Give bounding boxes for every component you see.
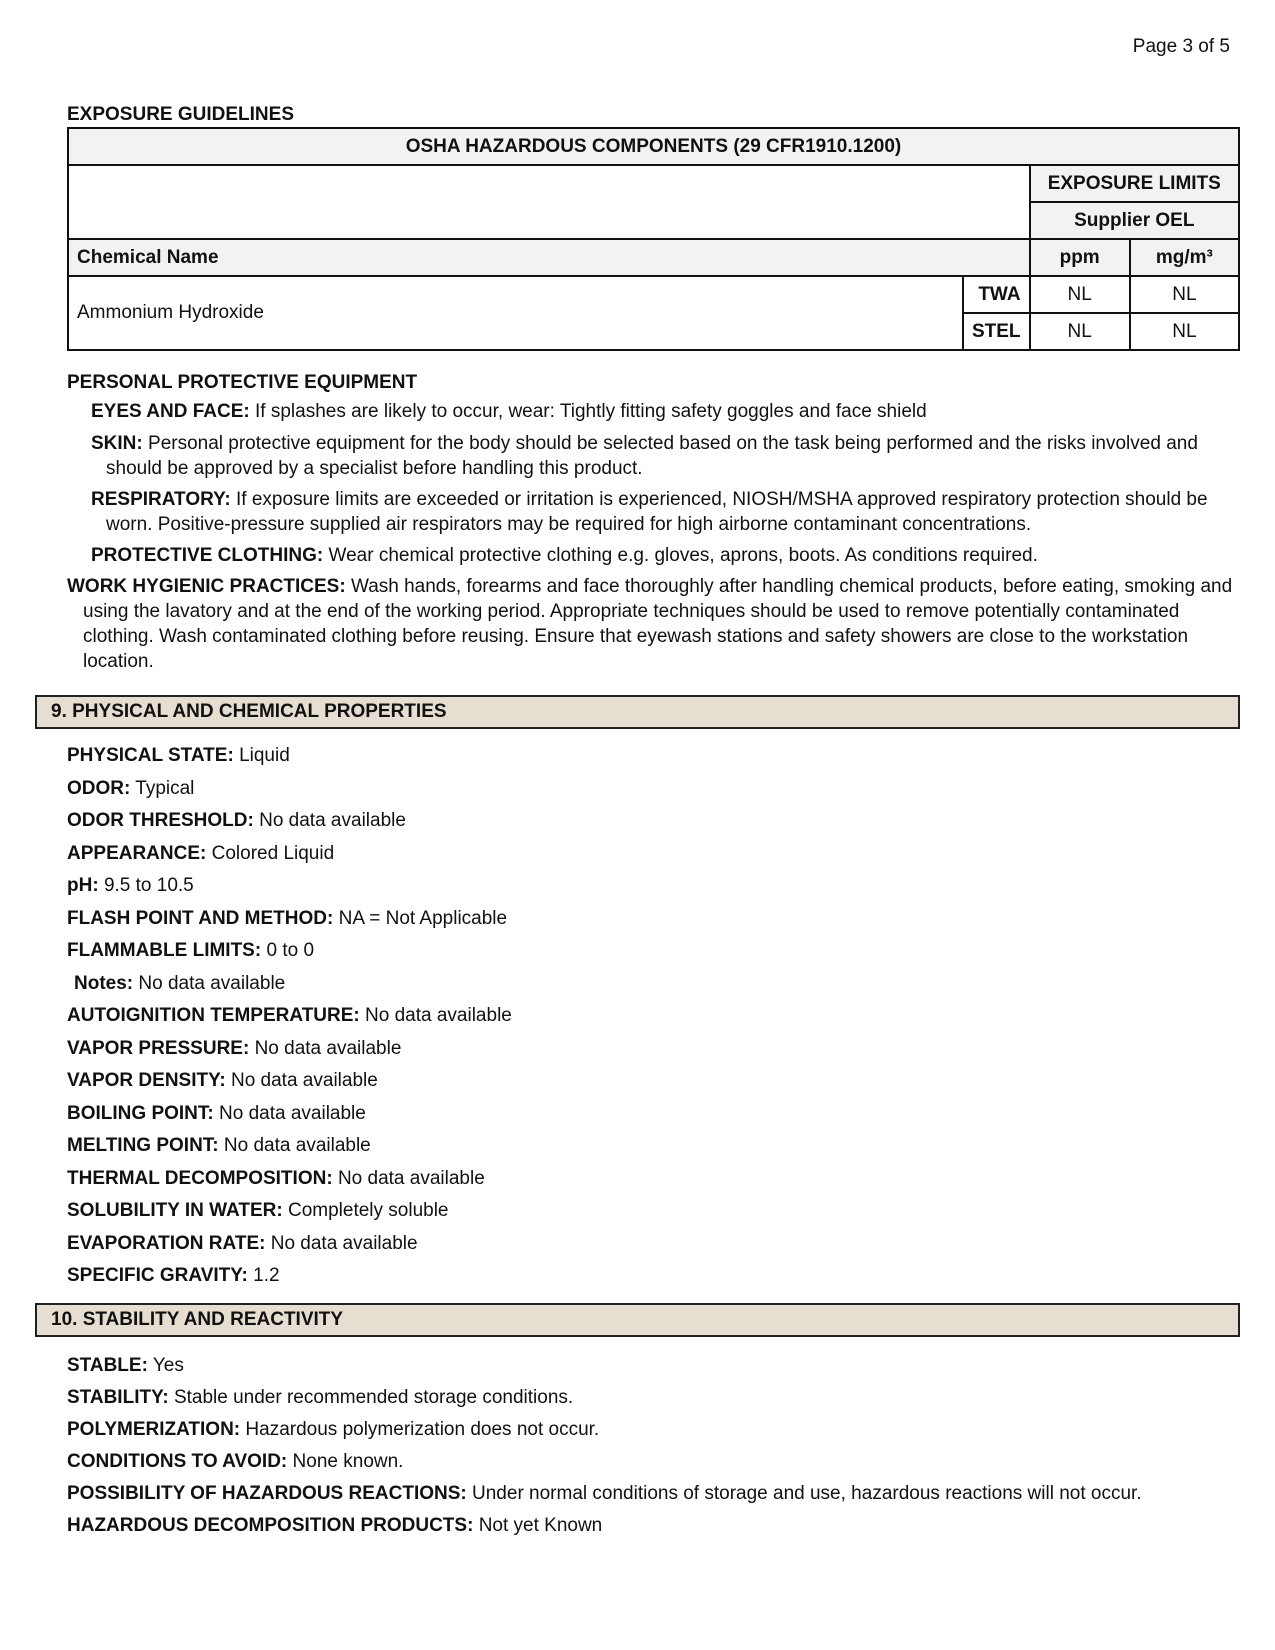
property-row <box>67 1200 449 1222</box>
section-9-header: 9. PHYSICAL AND CHEMICAL PROPERTIES <box>35 695 1240 729</box>
limit-type-cell: STEL <box>963 313 1030 350</box>
limit-type-cell: TWA <box>963 276 1030 313</box>
ppe-label: EYES AND FACE: <box>91 401 250 422</box>
property-row <box>67 1168 485 1190</box>
table-title-row <box>68 128 1239 165</box>
property-row <box>67 1451 403 1473</box>
property-value: No data available <box>219 1102 366 1124</box>
property-value: Stable under recommended storage conditions. <box>173 1387 574 1408</box>
property-value: No data available <box>337 1167 485 1189</box>
chemical-name-header: Chemical Name <box>68 239 1030 276</box>
property-label: CONDITIONS TO AVOID: <box>67 1451 288 1472</box>
property-label: FLAMMABLE LIMITS: <box>67 940 262 961</box>
header-blank-cell <box>68 165 1030 239</box>
property-row <box>67 778 194 800</box>
property-row <box>67 1483 1142 1505</box>
property-label: MELTING POINT: <box>67 1135 219 1156</box>
property-value: Hazardous polymerization does not occur. <box>245 1419 600 1440</box>
property-value: None known. <box>292 1451 404 1472</box>
property-value: Not yet Known <box>478 1515 603 1536</box>
property-label: THERMAL DECOMPOSITION: <box>67 1167 333 1189</box>
property-value: Colored Liquid <box>211 842 335 864</box>
page-indicator: Page 3 of 5 <box>1132 36 1230 57</box>
property-label: ODOR THRESHOLD: <box>67 810 254 831</box>
property-label: APPEARANCE: <box>67 842 207 864</box>
property-label: ODOR: <box>67 777 131 799</box>
property-value: No data available <box>365 1005 512 1026</box>
property-label: pH: <box>67 875 99 896</box>
property-row <box>67 1265 280 1287</box>
property-row <box>67 1355 184 1377</box>
property-value: Under normal conditions of storage and use, hazardous reactions will not occur. <box>472 1483 1142 1504</box>
property-label: HAZARDOUS DECOMPOSITION PRODUCTS: <box>67 1515 474 1536</box>
property-row <box>67 843 334 865</box>
property-value: No data available <box>254 1037 402 1059</box>
property-row <box>67 1103 366 1125</box>
exposure-guidelines-heading: EXPOSURE GUIDELINES <box>67 104 294 125</box>
ppe-skin <box>91 431 1241 481</box>
property-row <box>67 1038 401 1060</box>
property-label: POSSIBILITY OF HAZARDOUS REACTIONS: <box>67 1483 467 1504</box>
property-value: No data available <box>230 1070 378 1091</box>
hygiene-label: WORK HYGIENIC PRACTICES: <box>67 576 346 597</box>
property-label: VAPOR PRESSURE: <box>67 1037 250 1059</box>
property-label: VAPOR DENSITY: <box>67 1070 226 1091</box>
supplier-oel-header: Supplier OEL <box>1030 202 1239 239</box>
work-hygienic-practices <box>67 574 1242 674</box>
property-label: POLYMERIZATION: <box>67 1419 241 1440</box>
mg-header: mg/m³ <box>1130 239 1239 276</box>
ppe-text: Personal protective equipment for the body should be selected based on the task being performed and the risks involved and should be approved by a specialist before handling this product. <box>106 433 1198 479</box>
section-10-header: 10. STABILITY AND REACTIVITY <box>35 1303 1240 1337</box>
mg-value-cell: NL <box>1130 313 1239 350</box>
ppe-heading: PERSONAL PROTECTIVE EQUIPMENT <box>67 372 418 393</box>
property-label: Notes: <box>74 972 134 994</box>
property-label: SPECIFIC GRAVITY: <box>67 1265 248 1286</box>
property-value: No data available <box>259 810 406 831</box>
property-value: No data available <box>138 972 286 994</box>
property-row <box>67 1233 418 1255</box>
property-row <box>67 908 507 930</box>
ppe-text: Wear chemical protective clothing e.g. gloves, aprons, boots. As conditions required. <box>328 545 1038 566</box>
ppe-respiratory <box>91 487 1241 537</box>
table-title: OSHA HAZARDOUS COMPONENTS (29 CFR1910.1200) <box>68 128 1239 165</box>
exposure-table <box>67 127 1240 351</box>
property-row <box>67 875 194 897</box>
ppe-label: PROTECTIVE CLOTHING: <box>91 545 324 566</box>
ppm-value-cell: NL <box>1030 313 1130 350</box>
property-label: STABLE: <box>67 1355 148 1376</box>
property-value: Yes <box>152 1355 184 1376</box>
property-row <box>67 1005 512 1027</box>
table-row <box>68 276 1239 313</box>
property-value: NA = Not Applicable <box>338 907 508 929</box>
property-row <box>67 1135 371 1157</box>
property-row <box>67 1419 599 1441</box>
property-label: PHYSICAL STATE: <box>67 745 234 766</box>
property-label: FLASH POINT AND METHOD: <box>67 907 334 929</box>
property-label: AUTOIGNITION TEMPERATURE: <box>67 1005 360 1026</box>
exposure-limits-header: EXPOSURE LIMITS <box>1030 165 1239 202</box>
property-label: EVAPORATION RATE: <box>67 1232 266 1254</box>
property-label: SOLUBILITY IN WATER: <box>67 1200 283 1221</box>
ppe-text: If exposure limits are exceeded or irritation is experienced, NIOSH/MSHA approved respiratory protection should be worn. Positive-pressure supplied air respirators may be required for high airborne contaminant concentrations. <box>106 489 1208 535</box>
ppm-header: ppm <box>1030 239 1130 276</box>
property-value: 9.5 to 10.5 <box>103 875 194 896</box>
ppe-protective-clothing <box>91 543 1241 568</box>
property-label: BOILING POINT: <box>67 1102 214 1124</box>
property-row <box>67 745 290 767</box>
property-row <box>74 973 285 995</box>
property-value: 0 to 0 <box>266 940 315 961</box>
property-value: Liquid <box>239 745 290 766</box>
ppm-value-cell: NL <box>1030 276 1130 313</box>
property-value: 1.2 <box>253 1265 280 1286</box>
chemical-name-cell: Ammonium Hydroxide <box>68 276 963 350</box>
property-row <box>67 1387 573 1409</box>
property-row <box>67 940 314 962</box>
ppe-text: If splashes are likely to occur, wear: Tightly fitting safety goggles and face shield <box>255 401 927 422</box>
hygiene-text: Wash hands, forearms and face thoroughly after handling chemical products, before eating, smoking and using the lavatory and at the end of the working period. Appropriate techniques should be used to remove potentially contaminated clothing. Wash contaminated clothing before reusing. Ensure that eyewash stations and safety showers are close to the workstation location. <box>83 576 1233 672</box>
property-row <box>67 1515 602 1537</box>
property-value: No data available <box>270 1232 418 1254</box>
ppe-eyes-face <box>91 399 1241 424</box>
property-row <box>67 810 406 832</box>
mg-value-cell: NL <box>1130 276 1239 313</box>
ppe-label: SKIN: <box>91 433 143 454</box>
property-row <box>67 1070 378 1092</box>
table-header-row <box>68 165 1239 202</box>
property-value: Typical <box>135 777 195 799</box>
property-label: STABILITY: <box>67 1387 169 1408</box>
ppe-label: RESPIRATORY: <box>91 489 231 510</box>
table-column-header-row <box>68 239 1239 276</box>
property-value: No data available <box>223 1135 371 1156</box>
property-value: Completely soluble <box>287 1200 449 1221</box>
